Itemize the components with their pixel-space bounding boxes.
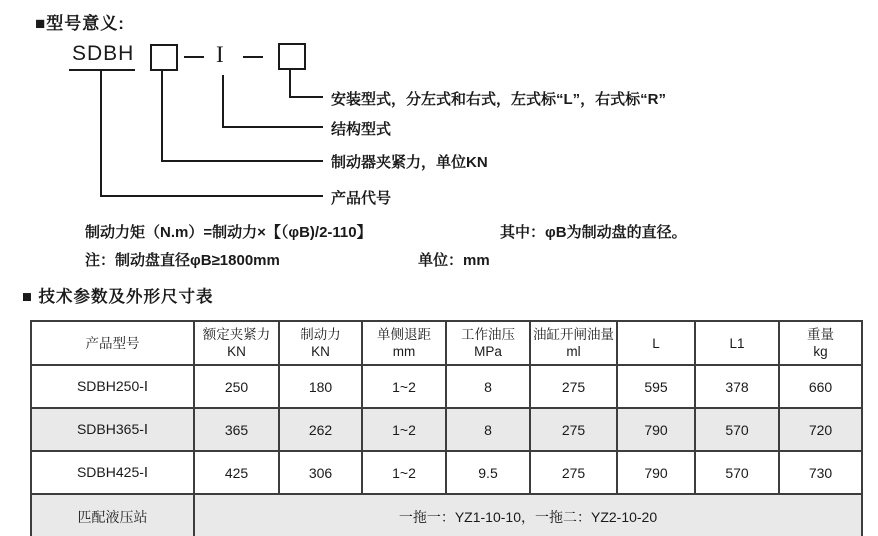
table-cell: 8 bbox=[446, 408, 530, 451]
table-cell: 570 bbox=[695, 408, 779, 451]
model-prefix: SDBH bbox=[72, 42, 135, 65]
mounting-type-box bbox=[278, 43, 306, 70]
disc-diameter-note: 注：制动盘直径φB≥1800mm bbox=[85, 252, 280, 269]
specs-table bbox=[30, 320, 863, 536]
structure-type-roman: I bbox=[216, 42, 224, 67]
header-cylinder-oil-volume: 油缸开闸油量 ml bbox=[530, 321, 617, 365]
separator-dash-2 bbox=[243, 56, 263, 58]
diagram-label-mounting: 安装型式，分左式和右式，左式标“L”，右式标“R” bbox=[331, 91, 666, 108]
footer-label-cell: 匹配液压站 bbox=[31, 494, 194, 536]
table-cell: 378 bbox=[695, 365, 779, 408]
diagram-label-product-code: 产品代号 bbox=[331, 190, 392, 207]
connector-line-structure-v bbox=[222, 75, 224, 128]
table-row bbox=[31, 408, 862, 451]
unit-note: 单位：mm bbox=[418, 252, 490, 269]
table-cell: SDBH425-Ⅰ bbox=[31, 451, 194, 494]
table-row bbox=[31, 365, 862, 408]
specs-table-title: ■ 技术参数及外形尺寸表 bbox=[22, 288, 214, 306]
model-meaning-title: ■型号意义: bbox=[35, 14, 125, 33]
table-cell: 306 bbox=[279, 451, 362, 494]
diagram-label-clamping-force: 制动器夹紧力，单位KN bbox=[331, 154, 488, 171]
table-cell: SDBH365-Ⅰ bbox=[31, 408, 194, 451]
table-cell: 180 bbox=[279, 365, 362, 408]
table-cell: 365 bbox=[194, 408, 279, 451]
torque-formula-note: 其中：φB为制动盘的直径。 bbox=[500, 224, 687, 241]
table-cell: 275 bbox=[530, 408, 617, 451]
header-L1: L1 bbox=[695, 321, 779, 365]
header-rated-clamping-force: 额定夹紧力 KN bbox=[194, 321, 279, 365]
table-cell: 730 bbox=[779, 451, 862, 494]
header-product-model: 产品型号 bbox=[31, 321, 194, 365]
table-cell: 250 bbox=[194, 365, 279, 408]
table-cell: 790 bbox=[617, 408, 695, 451]
header-braking-force: 制动力 KN bbox=[279, 321, 362, 365]
table-footer-row bbox=[31, 494, 862, 536]
table-cell: 262 bbox=[279, 408, 362, 451]
connector-line-structure-h bbox=[222, 126, 323, 128]
table-cell: 570 bbox=[695, 451, 779, 494]
table-cell: 790 bbox=[617, 451, 695, 494]
table-cell: 9.5 bbox=[446, 451, 530, 494]
table-cell: 8 bbox=[446, 365, 530, 408]
connector-line-product-v bbox=[100, 71, 102, 197]
table-cell: 275 bbox=[530, 365, 617, 408]
prefix-underline bbox=[69, 69, 135, 71]
diagram-label-structure: 结构型式 bbox=[331, 121, 392, 138]
connector-line-product-h bbox=[100, 195, 323, 197]
table-cell: 425 bbox=[194, 451, 279, 494]
table-cell: 275 bbox=[530, 451, 617, 494]
table-cell: 1~2 bbox=[362, 408, 446, 451]
table-row bbox=[31, 451, 862, 494]
clamping-force-box bbox=[150, 44, 178, 71]
table-cell: 1~2 bbox=[362, 365, 446, 408]
connector-line-mounting-h bbox=[289, 96, 323, 98]
header-L: L bbox=[617, 321, 695, 365]
connector-line-mounting-v bbox=[289, 70, 291, 98]
torque-formula: 制动力矩（N.m）=制动力×【（φB)/2-110】 bbox=[85, 224, 372, 241]
table-cell: 660 bbox=[779, 365, 862, 408]
separator-dash-1 bbox=[184, 56, 204, 58]
connector-line-force-h bbox=[161, 160, 323, 162]
table-cell: 720 bbox=[779, 408, 862, 451]
table-cell: 1~2 bbox=[362, 451, 446, 494]
table-header-row bbox=[31, 321, 862, 365]
table-cell: 595 bbox=[617, 365, 695, 408]
header-weight: 重量 kg bbox=[779, 321, 862, 365]
table-cell: SDBH250-Ⅰ bbox=[31, 365, 194, 408]
footer-value-cell: 一拖一：YZ1-10-10，一拖二：YZ2-10-20 bbox=[194, 494, 862, 536]
header-working-oil-pressure: 工作油压 MPa bbox=[446, 321, 530, 365]
connector-line-force-v bbox=[161, 71, 163, 162]
header-single-side-retraction: 单侧退距 mm bbox=[362, 321, 446, 365]
